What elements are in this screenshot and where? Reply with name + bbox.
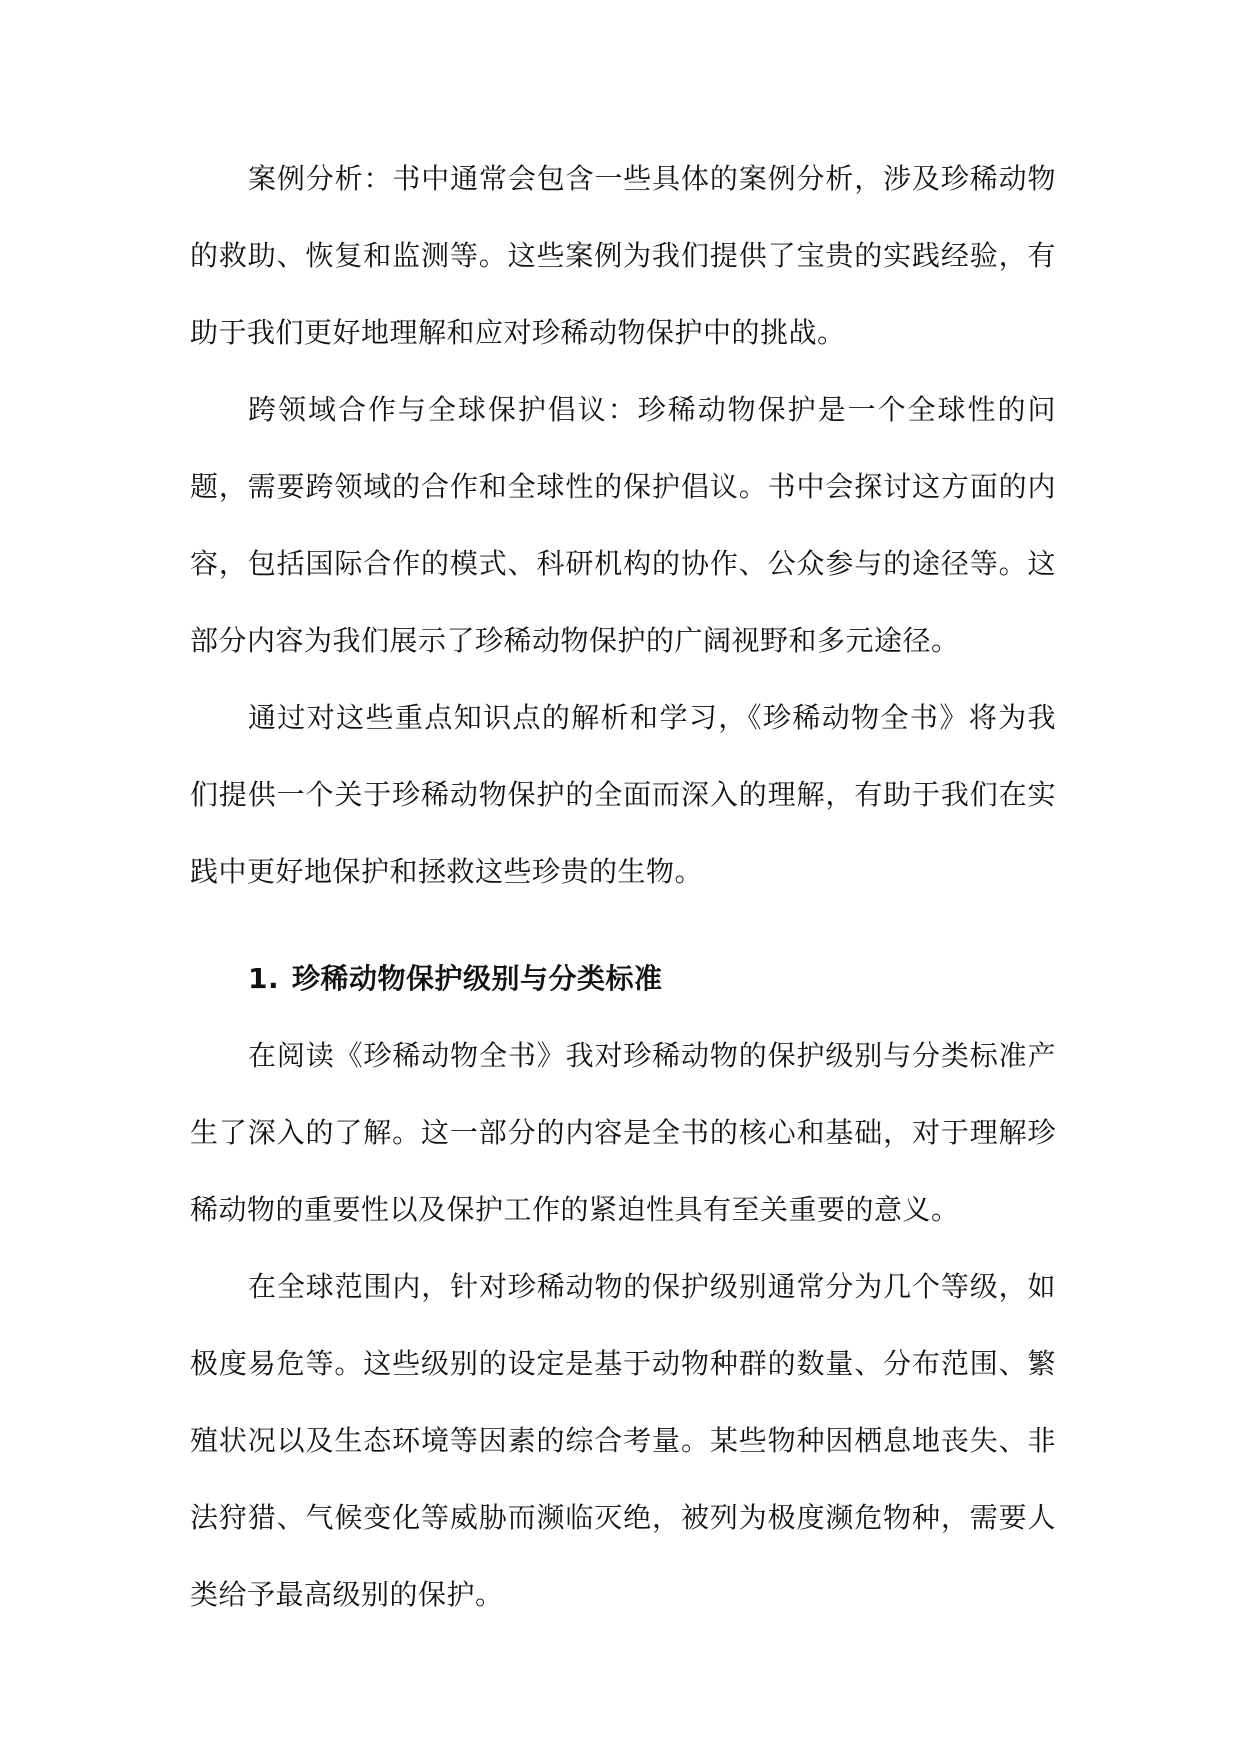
section-number: 1. [248, 962, 280, 995]
section-gap [190, 910, 1056, 940]
section-title: 珍稀动物保护级别与分类标准 [292, 962, 663, 995]
paragraph-cross-domain-cooperation: 跨领域合作与全球保护倡议：珍稀动物保护是一个全球性的问题，需要跨领域的合作和全球性的保护倡议。书中会探讨这方面的内容，包括国际合作的模式、科研机构的协作、公众参与的途径等。这部分内容为我们展示了珍稀动物保护的广阔视野和多元途径。 [190, 393, 1056, 657]
paragraph-reading-insight: 在阅读《珍稀动物全书》我对珍稀动物的保护级别与分类标准产生了深入的了解。这一部分的内容是全书的核心和基础，对于理解珍稀动物的重要性以及保护工作的紧迫性具有至关重要的意义。 [190, 1039, 1056, 1226]
paragraph-protection-levels: 在全球范围内，针对珍稀动物的保护级别通常分为几个等级，如极度易危等。这些级别的设定是基于动物种群的数量、分布范围、繁殖状况以及生态环境等因素的综合考量。某些物种因栖息地丧失、非法狩猎、气候变化等威胁而濒临灭绝，被列为极度濒危物种，需要人类给予最高级别的保护。 [190, 1270, 1056, 1611]
section-heading [190, 940, 1056, 1017]
paragraph-case-analysis: 案例分析：书中通常会包含一些具体的案例分析，涉及珍稀动物的救助、恢复和监测等。这些案例为我们提供了宝贵的实践经验，有助于我们更好地理解和应对珍稀动物保护中的挑战。 [190, 162, 1056, 349]
document-page [190, 140, 1056, 1633]
paragraph-summary: 通过对这些重点知识点的解析和学习，《珍稀动物全书》将为我们提供一个关于珍稀动物保护的全面而深入的理解，有助于我们在实践中更好地保护和拯救这些珍贵的生物。 [190, 701, 1056, 888]
